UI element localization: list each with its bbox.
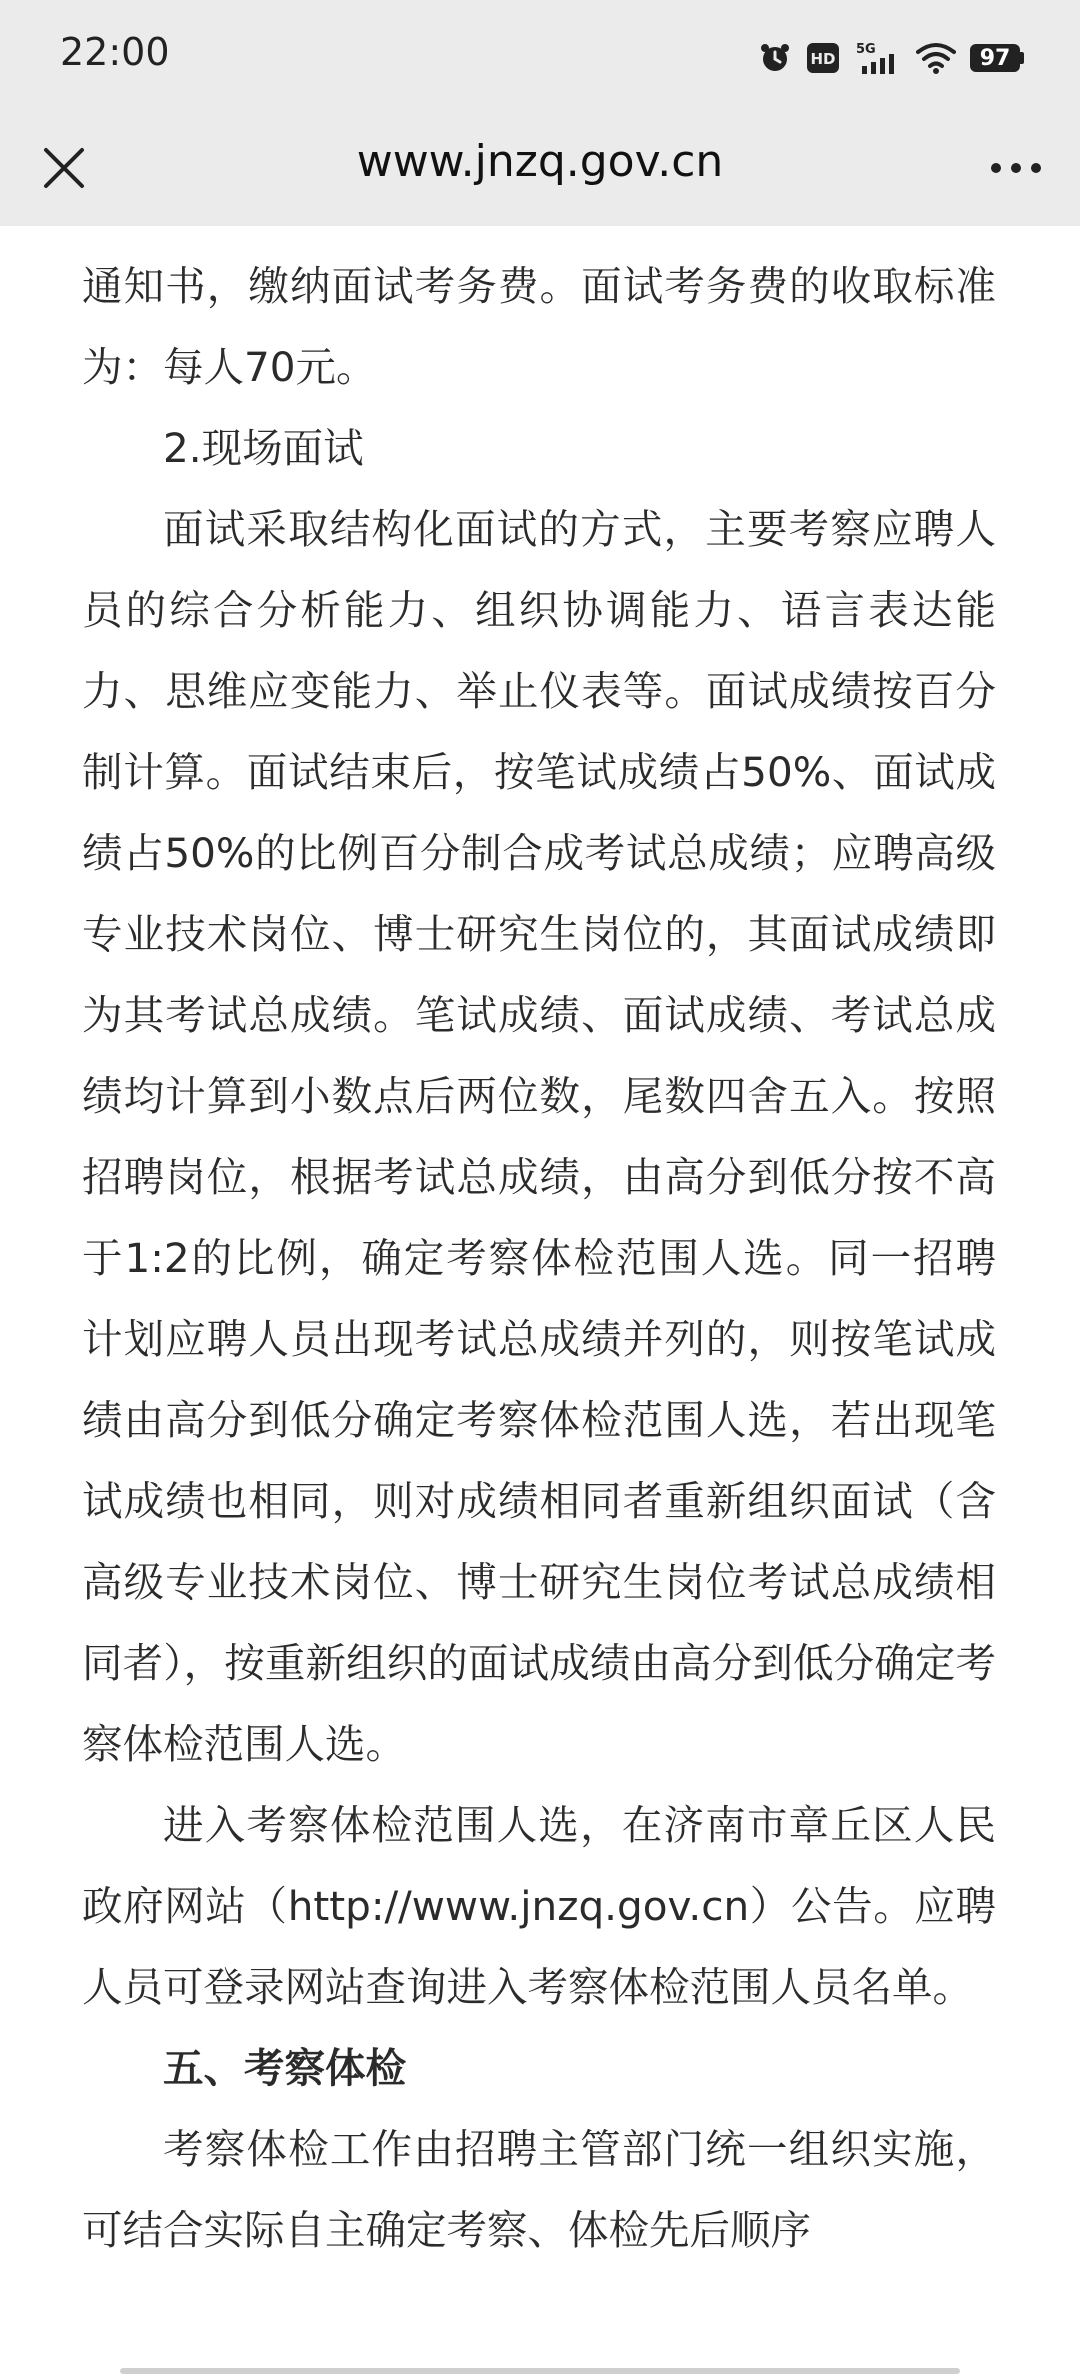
status-time: 22:00 bbox=[60, 30, 170, 74]
more-button[interactable] bbox=[980, 132, 1052, 204]
battery-icon bbox=[970, 44, 1024, 72]
paragraph-exam: 考察体检工作由招聘主管部门统一组织实施，可结合实际自主确定考察、体检先后顺序 bbox=[82, 2125, 996, 2254]
web-content[interactable] bbox=[0, 226, 1080, 2376]
close-button[interactable] bbox=[28, 132, 100, 204]
page-url-title: www.jnzq.gov.cn bbox=[356, 136, 724, 187]
close-icon bbox=[42, 146, 86, 190]
status-bar bbox=[0, 0, 1080, 112]
battery-level: 97 bbox=[970, 44, 1020, 72]
more-icon bbox=[990, 162, 1042, 174]
hd-icon bbox=[806, 42, 840, 74]
subheading-onsite-interview: 2.现场面试 bbox=[163, 424, 364, 472]
battery-tip bbox=[1020, 52, 1024, 64]
browser-top-bar bbox=[0, 112, 1080, 226]
alarm-icon bbox=[758, 41, 792, 75]
wifi-icon bbox=[916, 42, 956, 74]
hd-label: HD bbox=[810, 50, 836, 68]
horizontal-scrollbar[interactable] bbox=[120, 2368, 960, 2374]
paragraph-announcement: 进入考察体检范围人选，在济南市章丘区人民政府网站（http://www.jnzq.gov.cn）公告。应聘人员可登录网站查询进入考察体检范围人员名单。 bbox=[82, 1801, 996, 2011]
status-icons bbox=[758, 38, 1024, 78]
paragraph-interview: 面试采取结构化面试的方式，主要考察应聘人员的综合分析能力、组织协调能力、语言表达能力、思维应变能力、举止仪表等。面试成绩按百分制计算。面试结束后，按笔试成绩占50%、面试成绩占50%的比例百分制合成考试总成绩；应聘高级专业技术岗位、博士研究生岗位的，其面试成绩即为其考试总成绩。笔试成绩、面试成绩、考试总成绩均计算到小数点后两位数，尾数四舍五入。按照招聘岗位，根据考试总成绩，由高分到低分按不高于1:2的比例，确定考察体检范围人选。同一招聘计划应聘人员出现考试总成绩并列的，则按笔试成绩由高分到低分确定考察体检范围人选，若出现笔试成绩也相同，则对成绩相同者重新组织面试（含高级专业技术岗位、博士研究生岗位考试总成绩相同者），按重新组织的面试成绩由高分到低分确定考察体检范围人选。 bbox=[82, 505, 996, 1768]
signal-5g-icon bbox=[854, 40, 902, 76]
paragraph-fee: 通知书，缴纳面试考务费。面试考务费的收取标准为：每人70元。 bbox=[82, 262, 996, 391]
section-heading-five: 五、考察体检 bbox=[163, 2044, 406, 2092]
article-body bbox=[82, 246, 996, 2271]
network-label: 5G bbox=[856, 42, 876, 57]
